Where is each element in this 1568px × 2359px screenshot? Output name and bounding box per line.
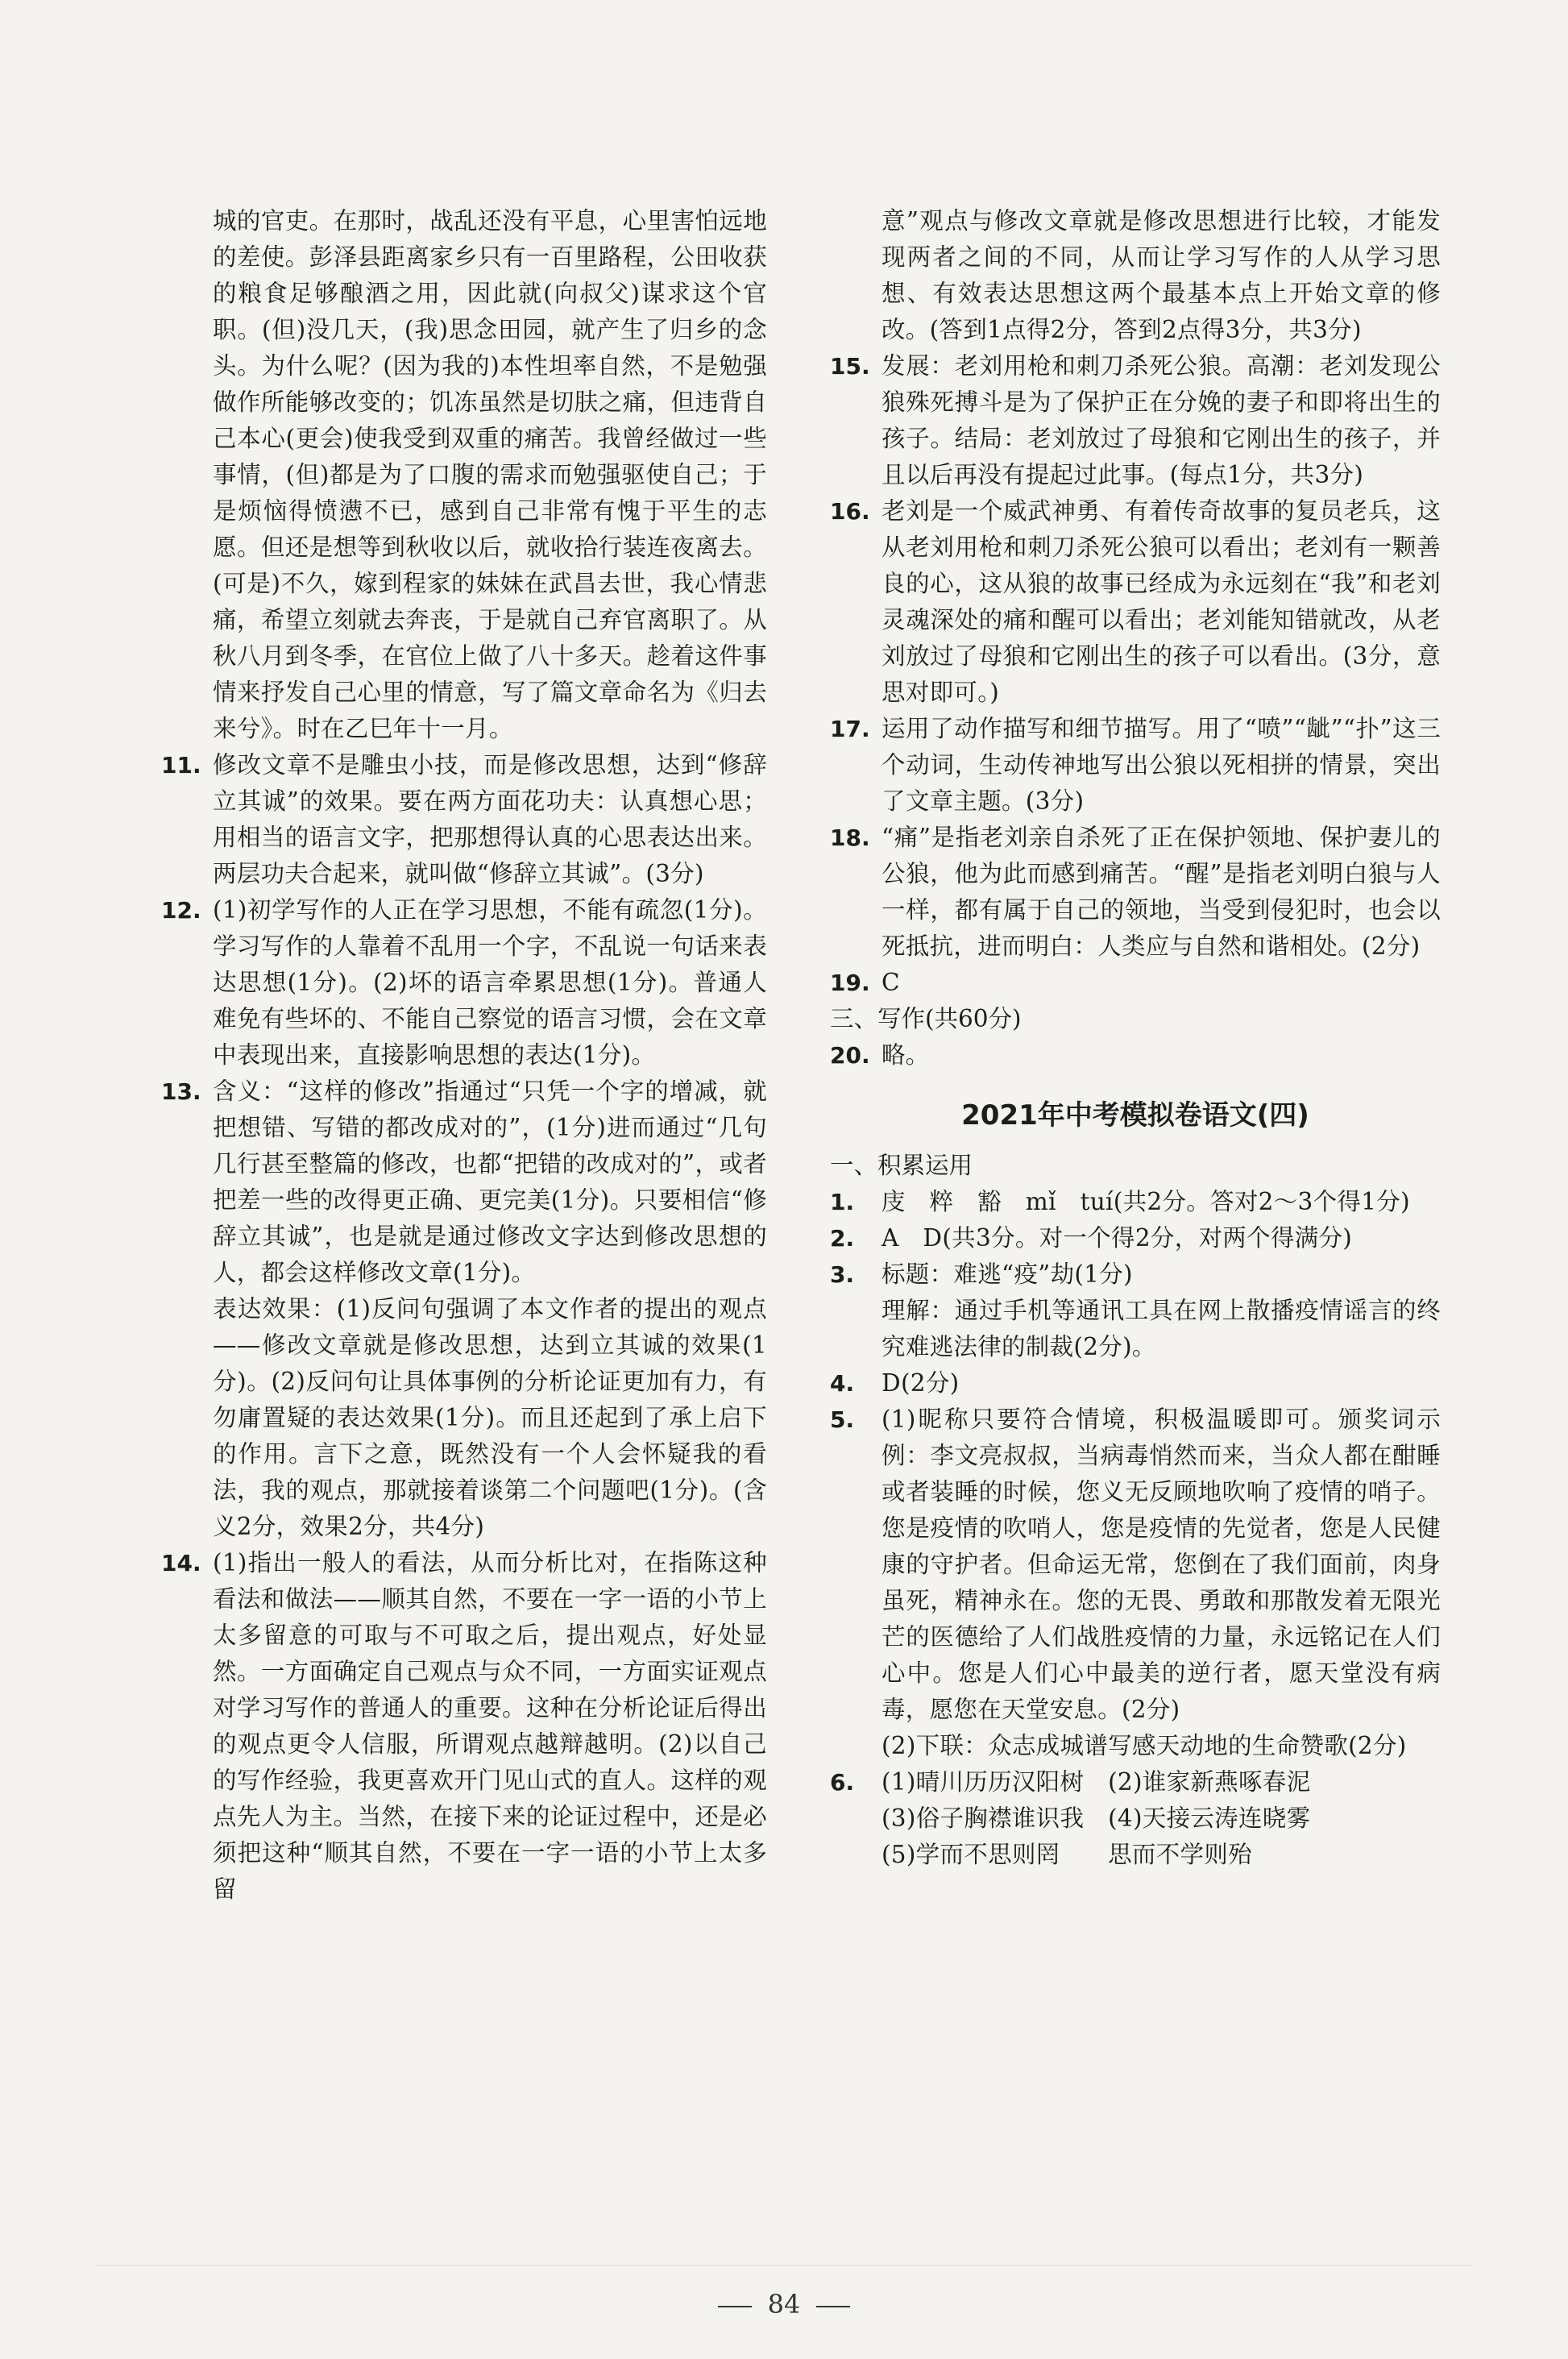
answer-text: (1)昵称只要符合情境，积极温暖即可。颁奖词示例：李文亮叔叔，当病毒悄然而来，当众人都在酣睡或者装睡的时候，您义无反顾地吹响了疫情的哨子。您是疫情的吹哨人，您是疫情的先觉者，您是人民健康的守护者。但命运无常，您倒在了我们面前，肉身虽死，精神永在。您的无畏、勇敢和那散发着无限光芒的医德给了人们战胜疫情的力量，永远铭记在人们心中。您是人们心中最美的逆行者，愿天堂没有病毒，愿您在天堂安息。(2分) — [881, 1406, 1441, 1723]
question-number: 13. — [161, 1078, 201, 1105]
question-number: 17. — [830, 716, 870, 742]
answer-18 — [830, 820, 1441, 965]
question-number: 18. — [830, 824, 870, 851]
answer-10-continuation: 城的官吏。在那时，战乱还没有平息，心里害怕远地的差使。彭泽县距离家乡只有一百里路程，公田收获的粮食足够酿酒之用，因此就(向叔父)谋求这个官职。(但)没几天，(我)思念田园，就产生了归乡的念头。为什么呢？(因为我的)本性坦率自然，不是勉强做作所能够改变的；饥冻虽然是切肤之痛，但违背自己本心(更会)使我受到双重的痛苦。我曾经做过一些事情，(但)都是为了口腹的需求而勉强驱使自己；于是烦恼得愤懑不已，感到自己非常有愧于平生的志愿。但还是想等到秋收以后，就收拾行装连夜离去。(可是)不久，嫁到程家的妹妹在武昌去世，我心情悲痛，希望立刻就去奔丧，于是就自己弃官离职了。从秋八月到冬季，在官位上做了八十多天。趁着这件事情来抒发自己心里的情意，写了篇文章命名为《归去来兮》。时在乙巳年十一月。 — [213, 207, 767, 742]
answer-text: 运用了动作描写和细节描写。用了“喷”“龇”“扑”这三个动词，生动传神地写出公狼以死相拼的情景，突出了文章主题。(3分) — [881, 715, 1441, 815]
question-number: 15. — [830, 353, 870, 380]
answer-5 — [830, 1402, 1441, 1764]
answer-text: 含义：“这样的修改”指通过“只凭一个字的增减，就把想错、写错的都改成对的”，(1分)进而通过“几句几行甚至整篇的修改，也都“把错的改成对的”，或者把差一些的改得更正确、更完美(1分)。只要相信“修辞立其诚”，也是就是通过修改文字达到修改思想的人，都会这样修改文章(1分)。 — [213, 1078, 767, 1286]
answer-15 — [830, 348, 1441, 493]
answer-text: (5)学而不思则罔 思而不学则殆 — [881, 1841, 1252, 1868]
answer-17 — [830, 711, 1441, 820]
left-column — [161, 203, 767, 1908]
answer-text: 发展：老刘用枪和刺刀杀死公狼。高潮：老刘发现公狼殊死搏斗是为了保护正在分娩的妻子和即将出生的孩子。结局：老刘放过了母狼和它刚出生的孩子，并且以后再没有提起过此事。(每点1分，共3分) — [881, 352, 1441, 488]
answer-4 — [830, 1365, 1441, 1402]
answer-text: 理解：通过手机等通讯工具在网上散播疫情谣言的终究难逃法律的制裁(2分)。 — [881, 1297, 1441, 1360]
footer-dash-left — [718, 2306, 752, 2307]
page-number: 84 — [767, 2289, 801, 2320]
answer-text: 修改文章不是雕虫小技，而是修改思想，达到“修辞立其诚”的效果。要在两方面花功夫：认真想心思；用相当的语言文字，把那想得认真的心思表达出来。两层功夫合起来，就叫做“修辞立其诚”。(3分) — [213, 751, 767, 887]
answer-13 — [161, 1074, 767, 1545]
answer-text: C — [881, 969, 900, 996]
question-number: 2. — [830, 1225, 855, 1252]
answer-text: “痛”是指老刘亲自杀死了正在保护领地、保护妻儿的公狼，他为此而感到痛苦。“醒”是指老刘明白狼与人一样，都有属于自己的领地，当受到侵犯时，也会以死抵抗，进而明白：人类应与自然和谐相处。(2分) — [881, 824, 1441, 960]
question-number: 1. — [830, 1189, 855, 1215]
answer-11 — [161, 747, 767, 892]
answer-20 — [830, 1037, 1441, 1074]
question-number: 11. — [161, 752, 201, 779]
answer-text: D(2分) — [881, 1369, 960, 1397]
answer-text: (1)初学写作的人正在学习思想，不能有疏忽(1分)。学习写作的人靠着不乱用一个字，不乱说一句话来表达思想(1分)。(2)坏的语言牵累思想(1分)。普通人难免有些坏的、不能自己察觉的语言习惯，会在文章中表现出来，直接影响思想的表达(1分)。 — [213, 896, 767, 1069]
question-number: 5. — [830, 1406, 855, 1433]
answer-text: (1)晴川历历汉阳树 (2)谁家新燕啄春泥 — [881, 1768, 1311, 1796]
answer-1 — [830, 1184, 1441, 1220]
answer-text: (1)指出一般人的看法，从而分析比对，在指陈这种看法和做法——顺其自然，不要在一字一语的小节上太多留意的可取与不可取之后，提出观点，好处显然。一方面确定自己观点与众不同，一方面实证观点对学习写作的普通人的重要。这种在分析论证后得出的观点更令人信服，所谓观点越辩越明。(2)以自己的写作经验，我更喜欢开门见山式的直人。这样的观点先人为主。当然，在接下来的论证过程中，还是必须把这种“顺其自然，不要在一字一语的小节上太多留 — [213, 1549, 767, 1903]
question-number: 3. — [830, 1261, 855, 1288]
question-number: 12. — [161, 897, 201, 924]
answer-text: A D(共3分。对一个得2分，对两个得满分) — [881, 1224, 1353, 1252]
answer-text: 庋 粹 豁 mǐ tuí(共2分。答对2～3个得1分) — [881, 1188, 1410, 1215]
answer-6 — [830, 1764, 1441, 1873]
question-number: 16. — [830, 498, 870, 525]
answer-19 — [830, 965, 1441, 1001]
answer-text: 标题：难逃“疫”劫(1分) — [881, 1260, 1133, 1288]
question-number: 14. — [161, 1550, 201, 1576]
answer-3 — [830, 1256, 1441, 1365]
section-heading-writing: 三、写作(共60分) — [830, 1005, 1022, 1032]
answer-2 — [830, 1220, 1441, 1256]
answer-text: 老刘是一个威武神勇、有着传奇故事的复员老兵，这从老刘用枪和刺刀杀死公狼可以看出；老刘有一颗善良的心，这从狼的故事已经成为永远刻在“我”和老刘灵魂深处的痛和醒可以看出；老刘能知错就改，从老刘放过了母狼和它刚出生的孩子可以看出。(3分，意思对即可。) — [881, 497, 1441, 706]
answer-14 — [161, 1545, 767, 1908]
exam-title: 2021年中考模拟卷语文(四) — [961, 1099, 1309, 1132]
question-number: 6. — [830, 1769, 855, 1796]
answer-12 — [161, 892, 767, 1074]
answer-text: (3)俗子胸襟谁识我 (4)天接云涛连晓雾 — [881, 1805, 1311, 1832]
answer-text: 略。 — [881, 1041, 930, 1069]
footer-dash-right — [816, 2306, 850, 2307]
answer-16 — [830, 493, 1441, 711]
question-number: 4. — [830, 1370, 855, 1397]
answer-text: (2)下联：众志成城谱写感天动地的生命赞歌(2分) — [881, 1732, 1407, 1759]
answer-14-continuation: 意”观点与修改文章就是修改思想进行比较，才能发现两者之间的不同，从而让学习写作的人从学习思想、有效表达思想这两个最基本点上开始文章的修改。(答到1点得2分，答到2点得3分，共3分) — [881, 207, 1441, 343]
question-number: 19. — [830, 970, 870, 996]
question-number: 20. — [830, 1042, 870, 1069]
page-footer — [0, 2289, 1568, 2320]
answer-text: 表达效果：(1)反问句强调了本文作者的提出的观点——修改文章就是修改思想，达到立其诚的效果(1分)。(2)反问句让具体事例的分析论证更加有力，有勿庸置疑的表达效果(1分)。而且还起到了承上启下的作用。言下之意，既然没有一个人会怀疑我的看法，我的观点，那就接着谈第二个问题吧(1分)。(含义2分，效果2分，共4分) — [213, 1295, 767, 1540]
footer-divider — [97, 2265, 1471, 2266]
right-column — [830, 203, 1441, 1873]
section-heading-accumulation: 一、积累运用 — [830, 1152, 973, 1179]
